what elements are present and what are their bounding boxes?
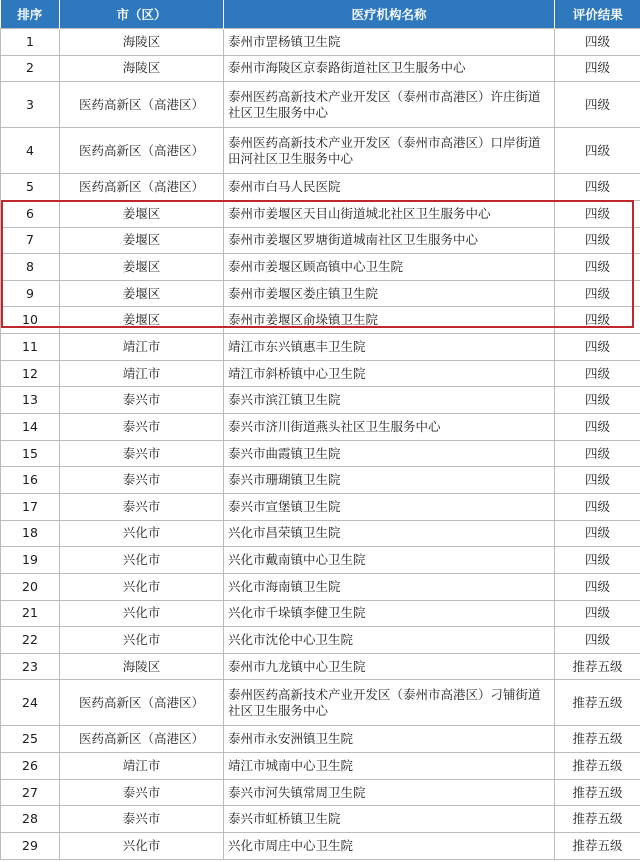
cell-result: 四级 <box>555 520 640 547</box>
cell-result: 四级 <box>555 334 640 361</box>
cell-result: 推荐五级 <box>555 680 640 726</box>
cell-institution: 兴化市千垛镇李健卫生院 <box>224 600 555 627</box>
cell-rank: 15 <box>1 440 60 467</box>
cell-institution: 泰兴市曲霞镇卫生院 <box>224 440 555 467</box>
cell-district: 泰兴市 <box>60 493 224 520</box>
table-row <box>1 307 640 334</box>
cell-district: 兴化市 <box>60 833 224 860</box>
cell-institution: 泰兴市滨江镇卫生院 <box>224 387 555 414</box>
cell-result: 推荐五级 <box>555 753 640 780</box>
cell-district: 兴化市 <box>60 547 224 574</box>
cell-rank: 3 <box>1 82 60 128</box>
table-row <box>1 467 640 494</box>
cell-result: 四级 <box>555 493 640 520</box>
table-row <box>1 254 640 281</box>
cell-rank: 6 <box>1 200 60 227</box>
cell-institution: 兴化市沈伦中心卫生院 <box>224 627 555 654</box>
cell-rank: 4 <box>1 128 60 174</box>
table-row <box>1 833 640 860</box>
cell-district: 泰兴市 <box>60 779 224 806</box>
table-row <box>1 547 640 574</box>
cell-result: 四级 <box>555 82 640 128</box>
table-row <box>1 573 640 600</box>
cell-rank: 18 <box>1 520 60 547</box>
table-header <box>1 0 640 29</box>
cell-institution: 泰州医药高新技术产业开发区（泰州市高港区）口岸街道田河社区卫生服务中心 <box>224 128 555 174</box>
cell-rank: 13 <box>1 387 60 414</box>
cell-result: 四级 <box>555 547 640 574</box>
cell-rank: 17 <box>1 493 60 520</box>
cell-district: 姜堰区 <box>60 280 224 307</box>
cell-district: 医药高新区（高港区） <box>60 680 224 726</box>
cell-district: 靖江市 <box>60 753 224 780</box>
table-row <box>1 520 640 547</box>
cell-institution: 泰兴市宣堡镇卫生院 <box>224 493 555 520</box>
cell-district: 兴化市 <box>60 600 224 627</box>
table-row <box>1 29 640 56</box>
cell-district: 医药高新区（高港区） <box>60 174 224 201</box>
cell-rank: 20 <box>1 573 60 600</box>
cell-district: 医药高新区（高港区） <box>60 726 224 753</box>
table-row <box>1 680 640 726</box>
table-row <box>1 360 640 387</box>
cell-institution: 靖江市斜桥镇中心卫生院 <box>224 360 555 387</box>
cell-institution: 兴化市周庄中心卫生院 <box>224 833 555 860</box>
cell-institution: 泰兴市河失镇常周卫生院 <box>224 779 555 806</box>
cell-district: 医药高新区（高港区） <box>60 82 224 128</box>
cell-institution: 泰州市白马人民医院 <box>224 174 555 201</box>
cell-institution: 泰州市姜堰区娄庄镇卫生院 <box>224 280 555 307</box>
cell-district: 姜堰区 <box>60 227 224 254</box>
cell-result: 推荐五级 <box>555 653 640 680</box>
cell-rank: 5 <box>1 174 60 201</box>
cell-result: 四级 <box>555 29 640 56</box>
cell-rank: 16 <box>1 467 60 494</box>
table-row <box>1 806 640 833</box>
cell-result: 四级 <box>555 128 640 174</box>
cell-rank: 9 <box>1 280 60 307</box>
cell-institution: 泰州市姜堰区天目山街道城北社区卫生服务中心 <box>224 200 555 227</box>
cell-result: 四级 <box>555 627 640 654</box>
cell-institution: 靖江市东兴镇惠丰卫生院 <box>224 334 555 361</box>
cell-institution: 泰州市姜堰区俞垛镇卫生院 <box>224 307 555 334</box>
cell-result: 四级 <box>555 55 640 82</box>
cell-rank: 7 <box>1 227 60 254</box>
cell-result: 四级 <box>555 467 640 494</box>
cell-rank: 23 <box>1 653 60 680</box>
table-row <box>1 440 640 467</box>
cell-result: 四级 <box>555 280 640 307</box>
cell-rank: 25 <box>1 726 60 753</box>
table-row <box>1 726 640 753</box>
cell-district: 泰兴市 <box>60 387 224 414</box>
table-row <box>1 334 640 361</box>
cell-result: 四级 <box>555 200 640 227</box>
cell-rank: 11 <box>1 334 60 361</box>
table-body <box>1 29 640 860</box>
cell-result: 推荐五级 <box>555 726 640 753</box>
cell-rank: 28 <box>1 806 60 833</box>
cell-result: 四级 <box>555 387 640 414</box>
cell-institution: 泰州市罡杨镇卫生院 <box>224 29 555 56</box>
cell-result: 推荐五级 <box>555 779 640 806</box>
cell-institution: 兴化市戴南镇中心卫生院 <box>224 547 555 574</box>
cell-institution: 泰兴市珊瑚镇卫生院 <box>224 467 555 494</box>
cell-result: 四级 <box>555 307 640 334</box>
table-row <box>1 174 640 201</box>
cell-district: 兴化市 <box>60 520 224 547</box>
cell-result: 四级 <box>555 414 640 441</box>
cell-district: 泰兴市 <box>60 467 224 494</box>
cell-rank: 8 <box>1 254 60 281</box>
cell-district: 海陵区 <box>60 29 224 56</box>
cell-district: 医药高新区（高港区） <box>60 128 224 174</box>
cell-institution: 泰州市九龙镇中心卫生院 <box>224 653 555 680</box>
cell-result: 四级 <box>555 227 640 254</box>
cell-rank: 27 <box>1 779 60 806</box>
cell-result: 四级 <box>555 600 640 627</box>
cell-institution: 兴化市海南镇卫生院 <box>224 573 555 600</box>
cell-institution: 泰州医药高新技术产业开发区（泰州市高港区）许庄街道社区卫生服务中心 <box>224 82 555 128</box>
cell-institution: 泰兴市济川街道燕头社区卫生服务中心 <box>224 414 555 441</box>
cell-district: 兴化市 <box>60 627 224 654</box>
cell-district: 兴化市 <box>60 573 224 600</box>
cell-district: 姜堰区 <box>60 200 224 227</box>
cell-result: 四级 <box>555 254 640 281</box>
table-row <box>1 227 640 254</box>
cell-district: 泰兴市 <box>60 440 224 467</box>
cell-rank: 24 <box>1 680 60 726</box>
cell-result: 四级 <box>555 440 640 467</box>
header-rank: 排序 <box>1 0 60 29</box>
cell-institution: 泰兴市虹桥镇卫生院 <box>224 806 555 833</box>
cell-rank: 22 <box>1 627 60 654</box>
cell-institution: 靖江市城南中心卫生院 <box>224 753 555 780</box>
cell-rank: 14 <box>1 414 60 441</box>
table-row <box>1 55 640 82</box>
header-row <box>1 0 640 29</box>
table-row <box>1 280 640 307</box>
cell-result: 四级 <box>555 360 640 387</box>
cell-district: 姜堰区 <box>60 307 224 334</box>
table-row <box>1 82 640 128</box>
table-row <box>1 779 640 806</box>
cell-institution: 泰州市姜堰区罗塘街道城南社区卫生服务中心 <box>224 227 555 254</box>
header-result: 评价结果 <box>555 0 640 29</box>
cell-result: 推荐五级 <box>555 806 640 833</box>
cell-institution: 兴化市昌荣镇卫生院 <box>224 520 555 547</box>
table-row <box>1 653 640 680</box>
table-row <box>1 753 640 780</box>
cell-rank: 2 <box>1 55 60 82</box>
cell-institution: 泰州市永安洲镇卫生院 <box>224 726 555 753</box>
cell-rank: 19 <box>1 547 60 574</box>
table-row <box>1 627 640 654</box>
table-row <box>1 128 640 174</box>
cell-district: 姜堰区 <box>60 254 224 281</box>
table-row <box>1 200 640 227</box>
table-row <box>1 414 640 441</box>
cell-district: 靖江市 <box>60 360 224 387</box>
header-institution: 医疗机构名称 <box>224 0 555 29</box>
cell-institution: 泰州市姜堰区顾高镇中心卫生院 <box>224 254 555 281</box>
cell-district: 海陵区 <box>60 653 224 680</box>
cell-rank: 21 <box>1 600 60 627</box>
cell-district: 靖江市 <box>60 334 224 361</box>
cell-rank: 26 <box>1 753 60 780</box>
header-district: 市（区） <box>60 0 224 29</box>
cell-rank: 1 <box>1 29 60 56</box>
cell-result: 四级 <box>555 573 640 600</box>
cell-institution: 泰州医药高新技术产业开发区（泰州市高港区）刁铺街道社区卫生服务中心 <box>224 680 555 726</box>
cell-rank: 10 <box>1 307 60 334</box>
table-row <box>1 387 640 414</box>
cell-district: 泰兴市 <box>60 414 224 441</box>
cell-rank: 12 <box>1 360 60 387</box>
cell-result: 四级 <box>555 174 640 201</box>
table-row <box>1 600 640 627</box>
cell-result: 推荐五级 <box>555 833 640 860</box>
cell-rank: 29 <box>1 833 60 860</box>
cell-district: 泰兴市 <box>60 806 224 833</box>
table-row <box>1 493 640 520</box>
cell-institution: 泰州市海陵区京泰路街道社区卫生服务中心 <box>224 55 555 82</box>
cell-district: 海陵区 <box>60 55 224 82</box>
